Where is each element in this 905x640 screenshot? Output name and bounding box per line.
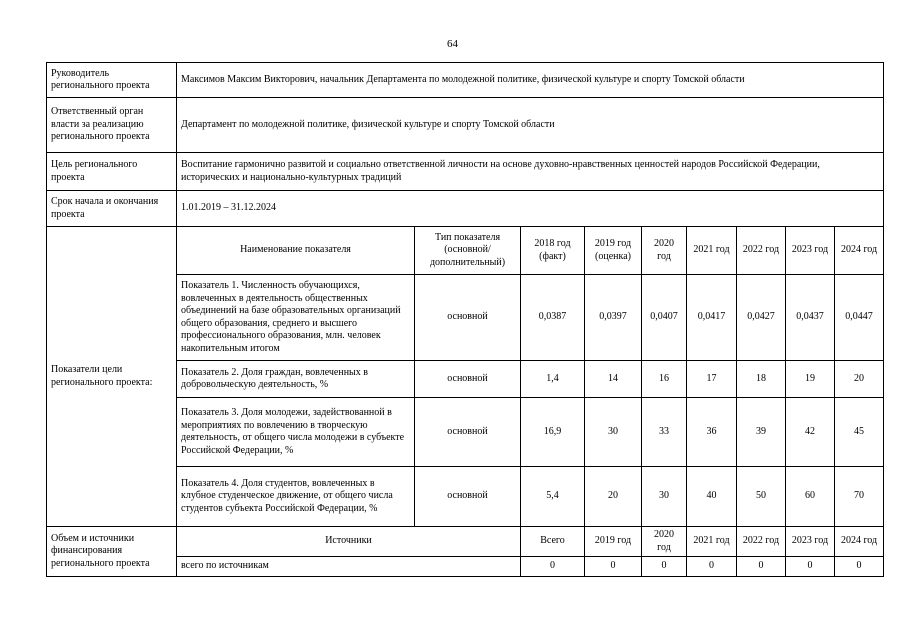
header-year-2022: 2022 год — [737, 227, 786, 275]
row-project-term — [47, 191, 884, 227]
header-funding-total: Всего — [521, 527, 585, 557]
indicator-4-type: основной — [415, 467, 521, 527]
header-year-2019: 2019 год (оценка) — [585, 227, 642, 275]
header-year-2020: 2020 год — [642, 227, 687, 275]
indicator-2-value-2020: 16 — [642, 361, 687, 398]
header-funding-2022: 2022 год — [737, 527, 786, 557]
row-project-goal — [47, 153, 884, 191]
funding-value-2019: 0 — [585, 557, 642, 577]
header-funding-2024: 2024 год — [835, 527, 884, 557]
page-number: 64 — [447, 38, 458, 50]
indicator-3-value-2022: 39 — [737, 398, 786, 467]
indicators-header-row — [47, 227, 884, 275]
funding-source-label: всего по источникам — [177, 557, 521, 577]
indicator-3-value-2019: 30 — [585, 398, 642, 467]
indicator-4-value-2019: 20 — [585, 467, 642, 527]
header-year-2023: 2023 год — [786, 227, 835, 275]
label-indicators-section: Показатели цели регионального проекта: — [47, 227, 177, 527]
label-project-head: Руководитель регионального проекта — [47, 63, 177, 98]
funding-header-row — [47, 527, 884, 557]
value-project-term: 1.01.2019 – 31.12.2024 — [177, 191, 884, 227]
funding-value-2020: 0 — [642, 557, 687, 577]
funding-value-2023: 0 — [786, 557, 835, 577]
indicator-1-type: основной — [415, 275, 521, 361]
header-year-2021: 2021 год — [687, 227, 737, 275]
value-responsible-body: Департамент по молодежной политике, физической культуре и спорту Томской области — [177, 98, 884, 153]
indicator-1-value-2022: 0,0427 — [737, 275, 786, 361]
project-passport-table — [46, 62, 884, 577]
indicator-1-value-2018: 0,0387 — [521, 275, 585, 361]
indicator-3-value-2023: 42 — [786, 398, 835, 467]
indicator-2-type: основной — [415, 361, 521, 398]
indicator-2-value-2024: 20 — [835, 361, 884, 398]
label-responsible-body: Ответственный орган власти за реализацию регионального проекта — [47, 98, 177, 153]
indicator-3-value-2020: 33 — [642, 398, 687, 467]
funding-value-2022: 0 — [737, 557, 786, 577]
header-year-2018: 2018 год (факт) — [521, 227, 585, 275]
label-project-term: Срок начала и окончания проекта — [47, 191, 177, 227]
indicator-3-type: основной — [415, 398, 521, 467]
row-responsible-body — [47, 98, 884, 153]
indicator-1-name: Показатель 1. Численность обучающихся, вовлеченных в деятельность общественных объединений на базе образовательных организаций общего образования, среднего и высшего профессионального образования, млн. человек накопительным итогом — [177, 275, 415, 361]
header-funding-2021: 2021 год — [687, 527, 737, 557]
indicator-2-value-2022: 18 — [737, 361, 786, 398]
header-funding-2023: 2023 год — [786, 527, 835, 557]
indicator-3-value-2024: 45 — [835, 398, 884, 467]
row-project-head — [47, 63, 884, 98]
indicator-4-value-2023: 60 — [786, 467, 835, 527]
header-year-2024: 2024 год — [835, 227, 884, 275]
indicator-1-value-2020: 0,0407 — [642, 275, 687, 361]
indicator-3-value-2018: 16,9 — [521, 398, 585, 467]
indicator-1-value-2023: 0,0437 — [786, 275, 835, 361]
indicator-2-value-2023: 19 — [786, 361, 835, 398]
indicator-2-value-2021: 17 — [687, 361, 737, 398]
indicator-3-value-2021: 36 — [687, 398, 737, 467]
label-project-goal: Цель регионального проекта — [47, 153, 177, 191]
indicator-4-value-2020: 30 — [642, 467, 687, 527]
indicator-4-value-2021: 40 — [687, 467, 737, 527]
funding-value-2021: 0 — [687, 557, 737, 577]
header-indicator-type: Тип показателя (основной/ дополнительный) — [415, 227, 521, 275]
header-funding-2020: 2020 год — [642, 527, 687, 557]
indicator-2-value-2019: 14 — [585, 361, 642, 398]
value-project-goal: Воспитание гармонично развитой и социально ответственной личности на основе духовно-нравственных ценностей народов Российской Федерации, исторических и национально-культурных традиций — [177, 153, 884, 191]
funding-total-value: 0 — [521, 557, 585, 577]
indicator-2-name: Показатель 2. Доля граждан, вовлеченных в добровольческую деятельность, % — [177, 361, 415, 398]
header-funding-sources: Источники — [177, 527, 521, 557]
indicator-4-value-2024: 70 — [835, 467, 884, 527]
indicator-1-value-2019: 0,0397 — [585, 275, 642, 361]
indicator-2-value-2018: 1,4 — [521, 361, 585, 398]
value-project-head: Максимов Максим Викторович, начальник Департамента по молодежной политике, физической культуре и спорту Томской области — [177, 63, 884, 98]
indicator-1-value-2021: 0,0417 — [687, 275, 737, 361]
funding-value-2024: 0 — [835, 557, 884, 577]
indicator-1-value-2024: 0,0447 — [835, 275, 884, 361]
indicator-4-name: Показатель 4. Доля студентов, вовлеченных в клубное студенческое движение, от общего числа студентов субъекта Российской Федерации, % — [177, 467, 415, 527]
indicator-4-value-2018: 5,4 — [521, 467, 585, 527]
header-funding-2019: 2019 год — [585, 527, 642, 557]
indicator-3-name: Показатель 3. Доля молодежи, задействованной в мероприятиях по вовлечению в творческую деятельность, от общего числа молодежи в субъекте Российской Федерации, % — [177, 398, 415, 467]
label-funding-section: Объем и источники финансирования регионального проекта — [47, 527, 177, 577]
indicator-4-value-2022: 50 — [737, 467, 786, 527]
header-indicator-name: Наименование показателя — [177, 227, 415, 275]
